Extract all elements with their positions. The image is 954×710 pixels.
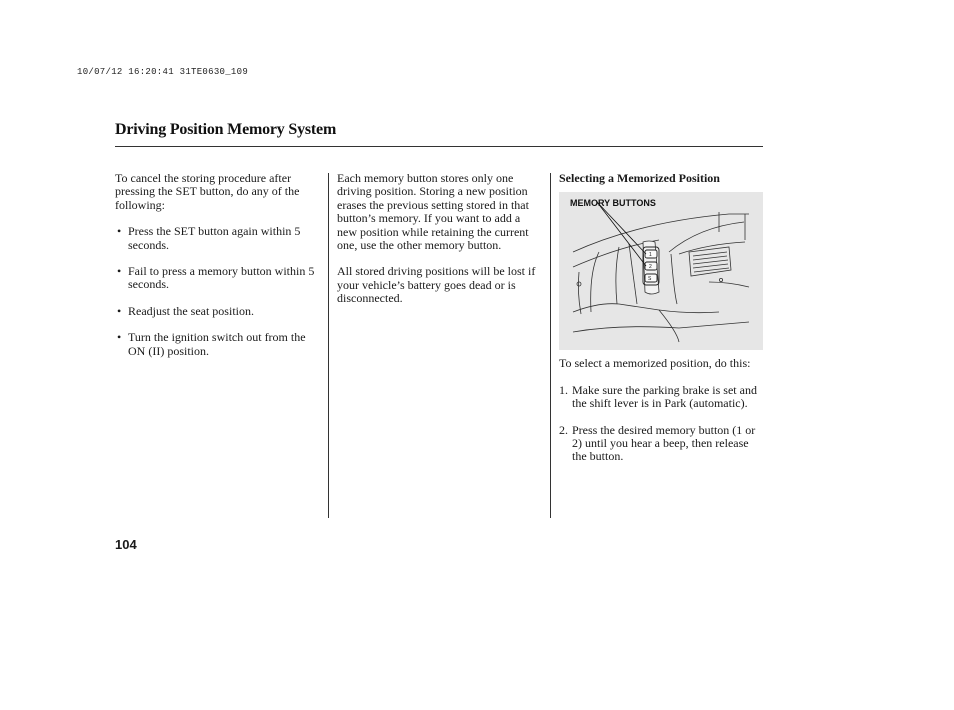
bullet-item: • Fail to press a memory button within 5 seconds. — [117, 264, 315, 292]
svg-text:S: S — [648, 276, 652, 283]
column-middle — [337, 172, 542, 306]
column-divider-1 — [328, 173, 329, 518]
cancel-intro: To cancel the storing procedure after pressing the SET button, do any of the following: — [115, 171, 300, 212]
print-timestamp: 10/07/12 16:20:41 31TE0630_109 — [77, 67, 249, 77]
svg-text:2: 2 — [649, 264, 652, 271]
column-divider-2 — [550, 173, 551, 518]
select-intro: To select a memorized position, do this: — [559, 356, 751, 371]
bullet-item: • Readjust the seat position. — [117, 303, 254, 318]
section-subhead: Selecting a Memorized Position — [559, 171, 720, 185]
bullet-item: • Turn the ignition switch out from the ON (II) position. — [117, 330, 306, 358]
door-panel-illustration — [559, 192, 763, 350]
column-right — [559, 172, 764, 464]
memory-paragraph-2: All stored driving positions will be lost if your vehicle’s battery goes dead or is disconnected. — [337, 264, 536, 306]
column-left — [115, 172, 320, 358]
svg-text:1: 1 — [649, 252, 652, 259]
step-item: 1. Make sure the parking brake is set and the shift lever is in Park (automatic). — [559, 382, 757, 411]
page-title: Driving Position Memory System — [115, 121, 337, 138]
step-item: 2. Press the desired memory button (1 or 2) until you hear a beep, then release the button. — [559, 422, 756, 464]
memory-paragraph-1: Each memory button stores only one driving position. Storing a new position erases the previous setting stored in that button’s memory. If you want to add a new position while retaining the current one, use the other memory button. — [337, 171, 529, 253]
memory-buttons-figure — [559, 192, 763, 350]
page-number: 104 — [115, 537, 137, 552]
title-rule — [115, 146, 763, 147]
figure-callout-label: MEMORY BUTTONS — [570, 198, 656, 209]
bullet-item: • Press the SET button again within 5 seconds. — [117, 224, 301, 252]
